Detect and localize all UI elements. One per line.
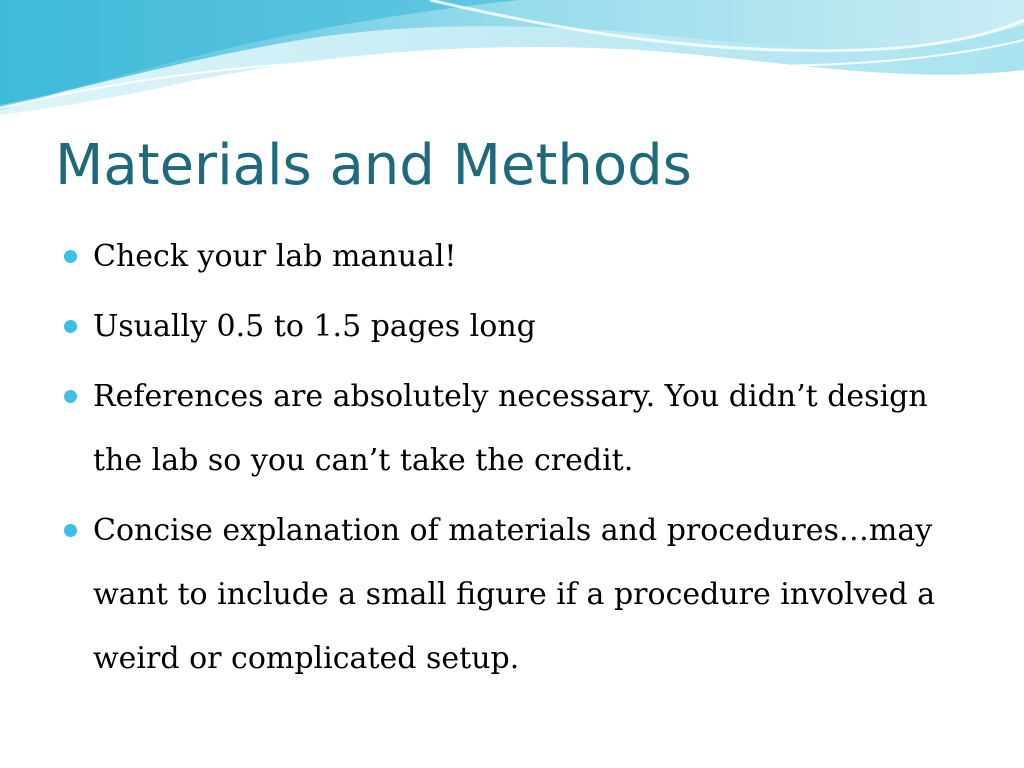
bullet-list <box>0 225 1024 697</box>
bullet-dot-icon <box>64 250 77 263</box>
bullet-text: References are absolutely necessary. You didn’t design the lab so you can’t take the credit. <box>93 379 928 478</box>
bullet-item <box>0 365 1024 493</box>
bullet-item <box>0 225 1024 289</box>
bullet-dot-icon <box>64 390 77 403</box>
bullet-text: Check your lab manual! <box>93 239 457 274</box>
wave-decoration <box>0 0 1024 130</box>
bullet-item <box>0 295 1024 359</box>
bullet-dot-icon <box>64 320 77 333</box>
bullet-dot-icon <box>64 524 77 537</box>
bullet-text: Usually 0.5 to 1.5 pages long <box>93 309 536 344</box>
bullet-text: Concise explanation of materials and procedures…may want to include a small figure if a procedure involved a weird or complicated setup. <box>93 513 936 676</box>
bullet-item <box>0 499 1024 691</box>
slide-title: Materials and Methods <box>55 133 692 198</box>
